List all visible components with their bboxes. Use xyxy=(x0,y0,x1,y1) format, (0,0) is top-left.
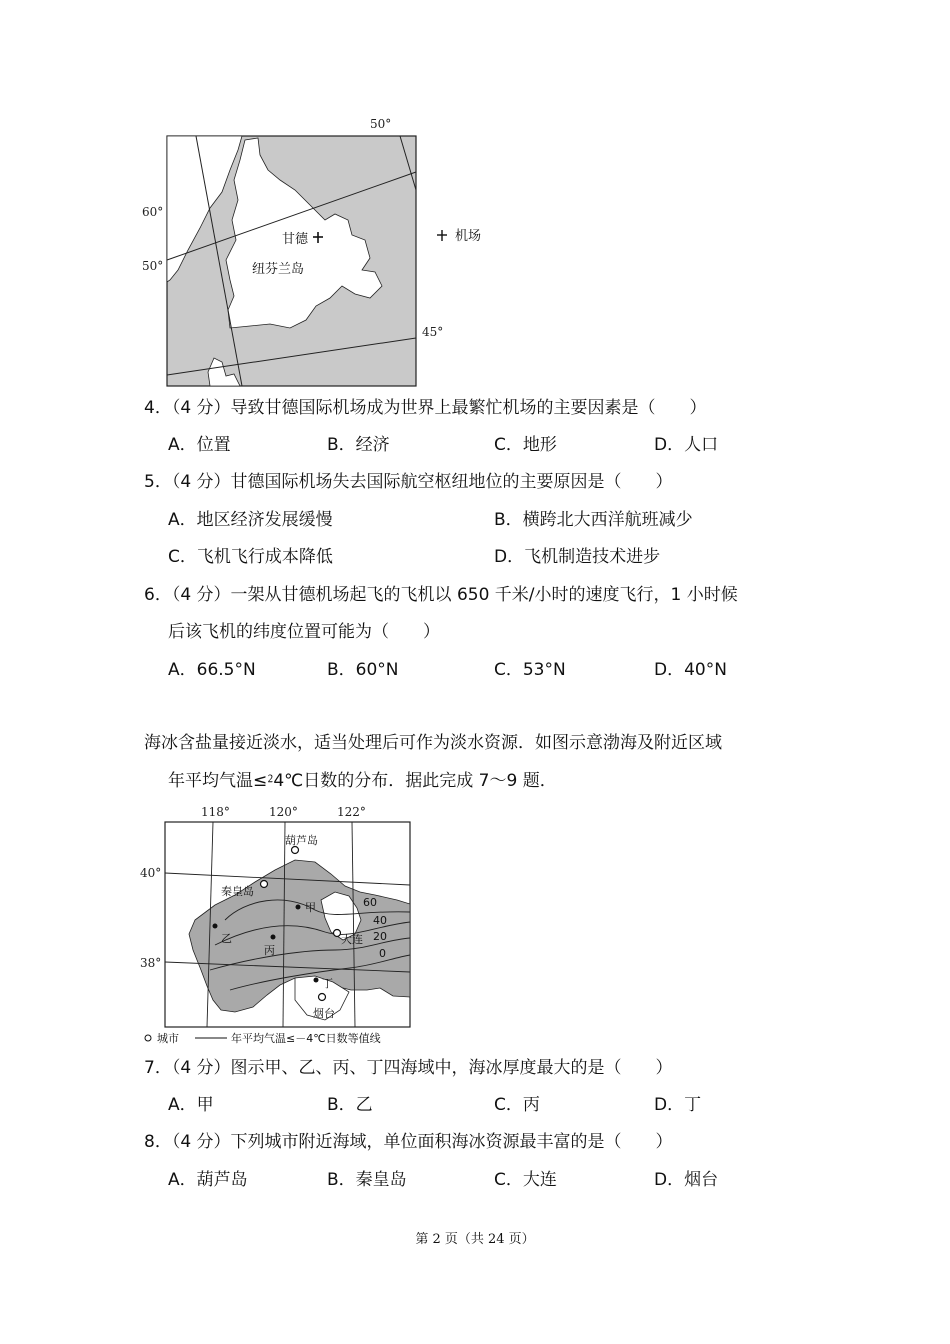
lat-label-40: 40° xyxy=(140,866,162,880)
sea-area-marker-ding xyxy=(314,978,319,983)
legend-airport-icon xyxy=(437,230,447,241)
city-label-huludao: 葫芦岛 xyxy=(285,834,318,847)
sea-area-label-ding: 丁 xyxy=(322,977,333,990)
question-6-stem-line1: 6．（4 分）一架从甘德机场起飞的飞机以 650 千米/小时的速度飞行，1 小时候 xyxy=(144,585,738,605)
q7-option-b[interactable]: B．乙 xyxy=(327,1095,373,1115)
contour-label-40: 40 xyxy=(373,914,387,927)
lat-label-60: 60° xyxy=(142,205,164,219)
q5-option-d[interactable]: D．飞机制造技术进步 xyxy=(494,547,661,567)
city-marker-qinhuangdao xyxy=(261,881,268,888)
sea-area-label-yi: 乙 xyxy=(221,932,232,945)
legend-airport-label: 机场 xyxy=(455,229,482,244)
q5-option-c[interactable]: C．飞机飞行成本降低 xyxy=(168,547,333,567)
lon-label-118: 118° xyxy=(201,805,230,819)
q8-option-b[interactable]: B．秦皇岛 xyxy=(327,1170,407,1190)
contour-label-20: 20 xyxy=(373,930,387,943)
newfoundland-map xyxy=(130,110,520,395)
sea-area-marker-yi xyxy=(213,924,218,929)
sea-area-label-jia: 甲 xyxy=(305,901,316,914)
q6-option-b[interactable]: B．60°N xyxy=(327,660,399,680)
question-4-stem: 4．（4 分）导致甘德国际机场成为世界上最繁忙机场的主要因素是（ ） xyxy=(144,398,707,418)
q5-option-b[interactable]: B．横跨北大西洋航班减少 xyxy=(494,510,693,530)
sea-area-marker-bing xyxy=(271,935,276,940)
intro-line2: 年平均气温≤⁲4℃日数的分布．据此完成 7～9 题． xyxy=(168,771,557,791)
city-label-dalian: 大连 xyxy=(341,933,363,946)
bohai-map xyxy=(135,800,435,1050)
lat-label-38: 38° xyxy=(140,956,162,970)
city-label-qinhuangdao: 秦皇岛 xyxy=(221,885,254,898)
intro-line1: 海冰含盐量接近淡水，适当处理后可作为淡水资源．如图示意渤海及附近区域 xyxy=(144,733,722,753)
question-7-stem: 7．（4 分）图示甲、乙、丙、丁四海域中，海冰厚度最大的是（ ） xyxy=(144,1058,673,1078)
sea-area-label-bing: 丙 xyxy=(264,944,275,957)
q4-option-a[interactable]: A．位置 xyxy=(168,435,231,455)
contour-label-0: 0 xyxy=(379,947,386,960)
lat-label-45: 45° xyxy=(422,325,444,339)
q6-option-d[interactable]: D．40°N xyxy=(654,660,727,680)
sea-area-marker-jia xyxy=(296,905,301,910)
city-label-yantai: 烟台 xyxy=(313,1007,335,1020)
q8-option-a[interactable]: A．葫芦岛 xyxy=(168,1170,248,1190)
legend-city-label: 城市 xyxy=(157,1032,179,1045)
city-marker-dalian xyxy=(334,930,341,937)
lat-label-50: 50° xyxy=(142,259,164,273)
question-5-stem: 5．（4 分）甘德国际机场失去国际航空枢纽地位的主要原因是（ ） xyxy=(144,472,673,492)
q6-option-c[interactable]: C．53°N xyxy=(494,660,566,680)
q7-option-a[interactable]: A．甲 xyxy=(168,1095,214,1115)
q4-option-b[interactable]: B．经济 xyxy=(327,435,390,455)
q7-option-d[interactable]: D．丁 xyxy=(654,1095,702,1115)
lon-label-50: 50° xyxy=(370,117,392,131)
question-6-stem-line2: 后该飞机的纬度位置可能为（ ） xyxy=(168,622,440,642)
island-label: 纽芬兰岛 xyxy=(252,262,305,277)
page-footer: 第 2 页（共 24 页） xyxy=(415,1232,535,1247)
city-marker-yantai xyxy=(319,994,326,1001)
q8-option-c[interactable]: C．大连 xyxy=(494,1170,557,1190)
contour-label-60: 60 xyxy=(363,896,377,909)
q4-option-d[interactable]: D．人口 xyxy=(654,435,719,455)
lon-label-120: 120° xyxy=(269,805,298,819)
legend-city-icon xyxy=(145,1035,151,1041)
q4-option-c[interactable]: C．地形 xyxy=(494,435,557,455)
lon-label-122: 122° xyxy=(337,805,366,819)
q8-option-d[interactable]: D．烟台 xyxy=(654,1170,719,1190)
city-marker-huludao xyxy=(292,847,299,854)
q5-option-a[interactable]: A．地区经济发展缓慢 xyxy=(168,510,333,530)
question-8-stem: 8．（4 分）下列城市附近海域，单位面积海冰资源最丰富的是（ ） xyxy=(144,1132,673,1152)
q6-option-a[interactable]: A．66.5°N xyxy=(168,660,256,680)
legend-contour-label: 年平均气温≤－4℃日数等值线 xyxy=(231,1032,381,1045)
city-label-gander: 甘德 xyxy=(282,232,309,247)
q7-option-c[interactable]: C．丙 xyxy=(494,1095,540,1115)
